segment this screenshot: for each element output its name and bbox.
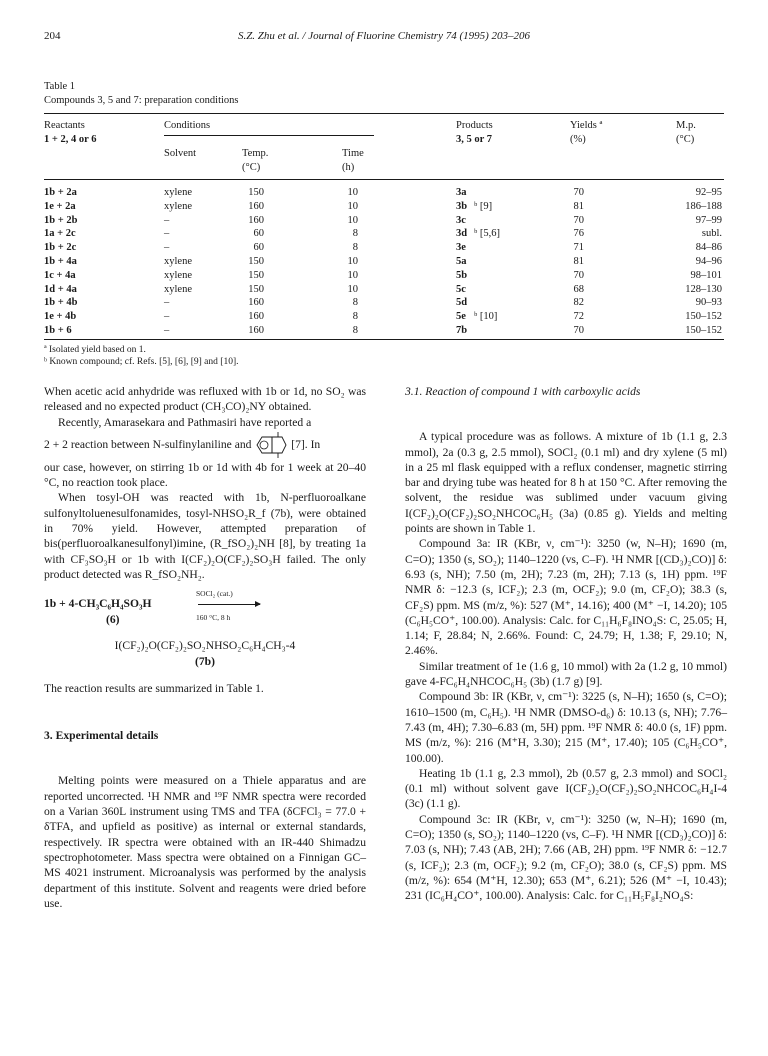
cell-yield: 82 bbox=[573, 297, 584, 309]
cell-solvent: – bbox=[164, 297, 170, 309]
paragraph: When acetic acid anhydride was refluxed with 1b or 1d, no SO₂ was released and no expected product (CH₃CO)₂NY obtained. bbox=[44, 385, 366, 414]
footnote-a: ª Isolated yield based on 1. bbox=[44, 345, 146, 355]
cell-mp: 150–152 bbox=[685, 311, 722, 323]
text-fragment: 2 + 2 reaction between N-sulfinylaniline and bbox=[44, 437, 252, 451]
cell-product: 3c bbox=[456, 214, 466, 226]
paragraph: Melting points were measured on a Thiele apparatus and are reported uncorrected. ¹H NMR and ¹⁹F NMR spectra were recorded on a Varian 360L instrument using TMS and TFA (δCFCl₃ = 77.0 + δTFA, and upfield as positive) as internal or external standards, respectively. IR spectra were obtained with an IR-440 Shimadzu spectrophotometer. Mass spectra were obtained on a Finnigan GC–MS 4021 instrument. Microanalysis was performed by the analysis department of this institute. Solvent and reagents were dried before use. bbox=[44, 774, 366, 910]
header-yields: Yields ª bbox=[570, 120, 603, 131]
table-row bbox=[44, 324, 724, 337]
cell-reactants: 1c + 4a bbox=[44, 269, 76, 281]
cell-product: 3a bbox=[456, 187, 467, 198]
header-yields-unit: (%) bbox=[570, 134, 586, 145]
eq-reagent: SOCl₂ (cat.) bbox=[196, 589, 233, 599]
header-bottom-rule bbox=[44, 179, 724, 180]
cell-temp: 150 bbox=[248, 269, 264, 281]
cell-temp: 150 bbox=[248, 256, 264, 267]
cell-temp: 60 bbox=[253, 242, 264, 254]
cell-mp: 90–93 bbox=[695, 297, 722, 309]
cell-yield: 70 bbox=[573, 214, 584, 226]
header-time-unit: (h) bbox=[342, 162, 355, 173]
cell-product: 5d bbox=[456, 297, 468, 309]
page-header bbox=[44, 30, 724, 46]
table-caption bbox=[44, 80, 239, 108]
table-label: Table 1 bbox=[44, 81, 76, 92]
cell-time: 8 bbox=[352, 242, 358, 254]
cell-reactants: 1b + 2b bbox=[44, 214, 78, 226]
cell-yield: 70 bbox=[573, 187, 584, 198]
cell-solvent: xylene bbox=[164, 200, 192, 212]
table-row bbox=[44, 186, 724, 199]
reaction-arrow bbox=[198, 604, 260, 605]
cell-temp: 160 bbox=[248, 311, 264, 323]
eq-product-label: (7b) bbox=[195, 654, 215, 668]
cell-product: 7b bbox=[456, 325, 468, 336]
cell-solvent: – bbox=[164, 214, 170, 226]
cell-yield: 70 bbox=[573, 269, 584, 281]
cell-mp: 186–188 bbox=[685, 200, 722, 212]
cell-temp: 60 bbox=[253, 228, 264, 240]
paragraph: Compound 3c: IR (KBr, ν, cm⁻¹): 3250 (w, N–H); 1690 (m, C=O); 1350 (s, SO₂); 1140–1220 (vs, C–F). ¹H NMR [(CD₃)₂CO)] δ: 7.03 (s, NH); 7.43 (AB, 2H); 7.66 (AB, 2H) ppm. ¹⁹F NMR δ: −12.7 (s, ICF₂); 2.3 (m, OCF₂); 9.2 (m, CF₂O); 38.0 (s, CF₂S) ppm. MS (m/z, %): 654 (M⁺H, 12.30); 653 (M⁺, 6.21); 526 (M⁺ −I, 10.43); 231 (IC₆H₄CO⁺, 100.00). Analysis: Calc. for C₁₁H₅F₈I₂NO₄S: bbox=[405, 812, 727, 903]
cell-temp: 150 bbox=[248, 283, 264, 295]
footnote-b: ᵇ Known compound; cf. Refs. [5], [6], [9] and [10]. bbox=[44, 357, 239, 367]
cell-product: 3e bbox=[456, 242, 466, 254]
structure-line bbox=[44, 430, 366, 460]
table-row bbox=[44, 296, 724, 309]
cell-mp: 94–96 bbox=[695, 256, 722, 267]
paragraph: Compound 3a: IR (KBr, ν, cm⁻¹): 3250 (w, N–H); 1690 (m, C=O); 1350 (s, SO₂); 1140–1220 (vs, C–F). ¹H NMR [(CD₃)₂CO)] δ: 6.93 (s, NH); 7.50 (m, 2H); 7.23 (m, 2H); 7.13 (s, 1H) ppm. ¹⁹F NMR δ: −12.3 (s, ICF₂); 2.3 (m, OCF₂); 9.0 (m, CF₂O); 38.3 (s, CF₂S) ppm. MS (m/z, %): 527 (M⁺, 14.16); 400 (M⁺ −I, 14.20); 105 (C₆H₅CO⁺, 100.00). Analysis: Calc. for C₁₁H₆F₈INO₄S: C, 25.05; H, 1.14; F, 28.84; N, 2.66%. Found: C, 24.79; H, 1.38; F, 29.10; N, 2.46%. bbox=[405, 537, 727, 658]
cell-temp: 160 bbox=[248, 214, 264, 226]
cell-time: 8 bbox=[352, 297, 358, 309]
cell-reactants: 1a + 2c bbox=[44, 228, 76, 240]
reaction-equation bbox=[44, 586, 366, 636]
cell-yield: 81 bbox=[573, 256, 584, 267]
paragraph: A typical procedure was as follows. A mixture of 1b (1.1 g, 2.3 mmol), 2a (0.3 g, 2.5 mmol), SOCl₂ (0.1 ml) and dry xylene (5 ml) in a 25 ml flask equipped with a reflux condenser, magnetic stirring bar and drying tube was heated for 8 h at 150 °C. After removing the solvent, the residue was sublimed under vacuum giving I(CF₂)₂O(CF₂)₂SO₂NHCOC₆H₅ (3a) (0.85 g). Yields and melting points are shown in Table 1. bbox=[405, 430, 727, 536]
cell-time: 10 bbox=[347, 200, 358, 212]
paragraph: The reaction results are summarized in Table 1. bbox=[44, 681, 264, 695]
eq-product: I(CF₂)₂O(CF₂)₂SO₂NHSO₂C₆H₄CH₃-4 bbox=[114, 639, 296, 653]
table-row bbox=[44, 310, 724, 323]
header-mp-unit: (°C) bbox=[676, 134, 695, 145]
table-title: Compounds 3, 5 and 7: preparation conditions bbox=[44, 95, 239, 106]
subsection-heading: 3.1. Reaction of compound 1 with carboxylic acids bbox=[405, 385, 641, 398]
eq-lhs: 1b + 4-CH₃C₆H₄SO₃H bbox=[44, 597, 152, 611]
paragraph: Similar treatment of 1e (1.6 g, 10 mmol) with 2a (1.2 g, 10 mmol) gave 4-FC₆H₄NHCOC₆H₅ (3b) (1.7 g) [9]. bbox=[405, 659, 727, 689]
cell-time: 8 bbox=[352, 311, 358, 323]
paragraph: Heating 1b (1.1 g, 2.3 mmol), 2b (0.57 g, 2.3 mmol) and SOCl₂ (0.1 ml) without solvent gave I(CF₂)₂O(CF₂)₂SO₂NHCOC₆H₄I-4 (3c) (1.1 g). bbox=[405, 766, 727, 811]
cell-reactants: 1e + 4b bbox=[44, 311, 77, 323]
page-number: 204 bbox=[44, 30, 61, 42]
right-column bbox=[405, 384, 727, 904]
cell-reactants: 1e + 2a bbox=[44, 200, 76, 212]
table-row bbox=[44, 255, 724, 268]
conditions-rule bbox=[164, 135, 374, 136]
header-temp: Temp. bbox=[242, 148, 269, 159]
table-bottom-rule bbox=[44, 339, 724, 340]
cell-yield: 71 bbox=[573, 242, 584, 254]
header-reactants: Reactants bbox=[44, 120, 85, 131]
cell-mp: 92–95 bbox=[695, 187, 722, 198]
cell-time: 10 bbox=[347, 214, 358, 226]
cell-yield: 76 bbox=[573, 228, 584, 240]
cell-reactants: 1b + 4a bbox=[44, 256, 77, 267]
cell-yield: 70 bbox=[573, 325, 584, 336]
table-row bbox=[44, 200, 724, 213]
eq-lhs-label: (6) bbox=[106, 613, 120, 627]
paragraph: our case, however, on stirring 1b or 1d with 4b for 1 week at 20–40 °C, no reaction took place. bbox=[44, 460, 366, 490]
table-row bbox=[44, 283, 724, 296]
section-heading: 3. Experimental details bbox=[44, 729, 159, 743]
cell-mp: 97–99 bbox=[695, 214, 722, 226]
quinone-structure bbox=[254, 430, 288, 460]
cell-temp: 150 bbox=[248, 187, 264, 198]
header-conditions: Conditions bbox=[164, 120, 211, 131]
cell-time: 10 bbox=[347, 269, 358, 281]
cell-yield: 72 bbox=[573, 311, 584, 323]
cell-yield: 68 bbox=[573, 283, 584, 295]
cell-time: 8 bbox=[352, 228, 358, 240]
text-fragment: [7]. In bbox=[291, 437, 321, 451]
header-temp-unit: (°C) bbox=[242, 162, 261, 173]
cell-note: ᵇ [10] bbox=[474, 311, 498, 323]
header-products-sub: 3, 5 or 7 bbox=[456, 134, 492, 145]
header-mp: M.p. bbox=[676, 120, 696, 131]
cell-product: 3d bbox=[456, 228, 468, 240]
paragraph: Recently, Amarasekara and Pathmasiri have reported a bbox=[58, 415, 312, 429]
cell-product: 5b bbox=[456, 269, 468, 281]
cell-reactants: 1b + 2a bbox=[44, 187, 77, 198]
table-row bbox=[44, 227, 724, 240]
cell-product: 5a bbox=[456, 256, 467, 267]
cell-yield: 81 bbox=[573, 200, 584, 212]
cell-note: ᵇ [5,6] bbox=[474, 228, 500, 240]
cell-note: ᵇ [9] bbox=[474, 200, 493, 212]
header-products: Products bbox=[456, 120, 493, 131]
paragraph: When tosyl-OH was reacted with 1b, N-perfluoroalkane sulfonyltoluenesulfonamides, tosyl-NHSO₂R_f (7b), were obtained in 70% yield. However, attempted preparation of bis(perfluoroalkanesulfonyl)imine, (R_fSO₂)₂NH [8], by treating 1a with CF₃SO₃H or 1b with I(CF₂)₂O(CF₂)₂SO₃H failed. The only product detected was R_fSO₂NH₂. bbox=[44, 491, 366, 581]
table-row bbox=[44, 214, 724, 227]
cell-temp: 160 bbox=[248, 200, 264, 212]
table-row bbox=[44, 241, 724, 254]
cell-product: 5c bbox=[456, 283, 466, 295]
table-top-rule bbox=[44, 113, 724, 114]
header-time: Time bbox=[342, 148, 364, 159]
cell-mp: 150–152 bbox=[685, 325, 722, 336]
cell-solvent: – bbox=[164, 228, 170, 240]
cell-time: 10 bbox=[347, 256, 358, 267]
cell-mp: subl. bbox=[701, 228, 722, 240]
cell-solvent: – bbox=[164, 325, 170, 336]
left-column bbox=[44, 384, 366, 911]
header-solvent: Solvent bbox=[164, 148, 197, 159]
table-row bbox=[44, 269, 724, 282]
cell-product: 3b bbox=[456, 200, 468, 212]
cell-solvent: xylene bbox=[164, 187, 192, 198]
cell-solvent: xylene bbox=[164, 256, 192, 267]
paragraph: Compound 3b: IR (KBr, ν, cm⁻¹): 3225 (s, N–H); 1650 (s, C=O); 1610–1500 (m, C₆H₅). ¹H NMR (DMSO-d₆) δ: 10.13 (s, NH); 7.76–7.43 (m, 4H); 7.30–6.83 (m, 5H) ppm. ¹⁹F NMR δ: 40.0 (s, 1F) ppm. MS (m/z, %): 216 (M⁺H, 3.30); 215 (M⁺, 17.40); 105 (C₆H₅CO⁺, 100.00). bbox=[405, 690, 727, 765]
cell-mp: 84–86 bbox=[695, 242, 722, 254]
cell-time: 10 bbox=[347, 187, 358, 198]
cell-temp: 160 bbox=[248, 325, 264, 336]
cell-reactants: 1b + 6 bbox=[44, 325, 72, 336]
cell-temp: 160 bbox=[248, 297, 264, 309]
cell-reactants: 1b + 4b bbox=[44, 297, 78, 309]
cell-time: 10 bbox=[347, 283, 358, 295]
cell-solvent: xylene bbox=[164, 269, 192, 281]
header-reactants-sub: 1 + 2, 4 or 6 bbox=[44, 134, 97, 145]
cell-time: 8 bbox=[352, 325, 358, 336]
cell-reactants: 1b + 2c bbox=[44, 242, 77, 254]
cell-mp: 98–101 bbox=[690, 269, 722, 281]
cell-mp: 128–130 bbox=[685, 283, 722, 295]
eq-conditions: 160 °C, 8 h bbox=[196, 613, 231, 623]
cell-product: 5e bbox=[456, 311, 466, 323]
cell-solvent: – bbox=[164, 242, 170, 254]
cell-solvent: xylene bbox=[164, 283, 192, 295]
running-title: S.Z. Zhu et al. / Journal of Fluorine Chemistry 74 (1995) 203–206 bbox=[237, 30, 531, 42]
cell-solvent: – bbox=[164, 311, 170, 323]
cell-reactants: 1d + 4a bbox=[44, 283, 77, 295]
